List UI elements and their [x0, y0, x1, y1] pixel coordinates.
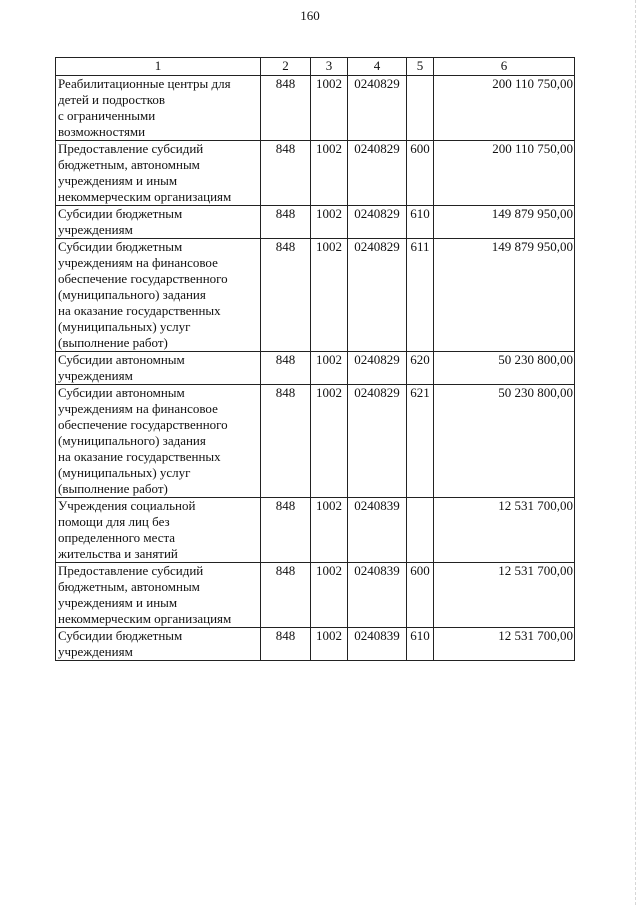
row-name-line: с ограниченными: [58, 108, 156, 123]
amount-cell: 12 531 700,00: [434, 498, 575, 563]
amount-cell: 12 531 700,00: [434, 628, 575, 661]
expense-type-cell: [407, 498, 434, 563]
target-article-cell: 0240829: [348, 206, 407, 239]
row-name-line: (муниципальных) услуг: [58, 465, 191, 480]
section-code-cell: 1002: [311, 385, 348, 498]
row-name-line: некоммерческим организациям: [58, 611, 232, 626]
expense-type-cell: 600: [407, 563, 434, 628]
admin-code-cell: 848: [261, 628, 311, 661]
row-name-line: Субсидии бюджетным: [58, 239, 183, 254]
row-name-cell: [56, 206, 261, 239]
row-name-line: некоммерческим организациям: [58, 189, 232, 204]
amount-cell: 200 110 750,00: [434, 141, 575, 206]
page-number: 160: [300, 8, 320, 23]
table-row: [56, 352, 575, 385]
header-cell-2: 2: [261, 58, 311, 76]
table-row: [56, 628, 575, 661]
row-name-cell: [56, 239, 261, 352]
target-article-cell: 0240829: [348, 385, 407, 498]
table-row: [56, 385, 575, 498]
row-name-line: детей и подростков: [58, 92, 166, 107]
amount-cell: 200 110 750,00: [434, 76, 575, 141]
row-name-line: (муниципальных) услуг: [58, 319, 191, 334]
target-article-cell: 0240839: [348, 563, 407, 628]
expense-type-cell: 621: [407, 385, 434, 498]
row-name-line: жительства и занятий: [58, 546, 178, 561]
row-name-line: Предоставление субсидий: [58, 563, 204, 578]
target-article-cell: 0240829: [348, 352, 407, 385]
table-row: [56, 141, 575, 206]
row-name-line: Предоставление субсидий: [58, 141, 204, 156]
admin-code-cell: 848: [261, 385, 311, 498]
row-name-cell: [56, 498, 261, 563]
admin-code-cell: 848: [261, 498, 311, 563]
row-name-line: помощи для лиц без: [58, 514, 170, 529]
target-article-cell: 0240839: [348, 628, 407, 661]
row-name-line: бюджетным, автономным: [58, 579, 200, 594]
table-row: [56, 206, 575, 239]
row-name-cell: [56, 352, 261, 385]
row-name-line: на оказание государственных: [58, 303, 221, 318]
target-article-cell: 0240829: [348, 141, 407, 206]
header-cell-4: 4: [348, 58, 407, 76]
row-name-line: (муниципального) задания: [58, 287, 206, 302]
admin-code-cell: 848: [261, 563, 311, 628]
row-name-line: определенного места: [58, 530, 176, 545]
header-cell-6: 6: [434, 58, 575, 76]
table-row: [56, 498, 575, 563]
row-name-line: Субсидии бюджетным: [58, 206, 183, 221]
expense-type-cell: 610: [407, 206, 434, 239]
amount-cell: 50 230 800,00: [434, 352, 575, 385]
header-row: [56, 58, 575, 76]
row-name-cell: [56, 385, 261, 498]
row-name-line: Реабилитационные центры для: [58, 76, 231, 91]
row-name-line: обеспечение государственного: [58, 271, 228, 286]
row-name-line: учреждениям: [58, 222, 133, 237]
row-name-line: учреждениям на финансовое: [58, 255, 218, 270]
table-header: [56, 58, 575, 76]
target-article-cell: 0240839: [348, 498, 407, 563]
expense-type-cell: 600: [407, 141, 434, 206]
row-name-line: бюджетным, автономным: [58, 157, 200, 172]
row-name-line: учреждениям и иным: [58, 595, 178, 610]
amount-cell: 50 230 800,00: [434, 385, 575, 498]
header-cell-3: 3: [311, 58, 348, 76]
page-edge-line: [634, 0, 636, 905]
target-article-cell: 0240829: [348, 76, 407, 141]
section-code-cell: 1002: [311, 141, 348, 206]
section-code-cell: 1002: [311, 563, 348, 628]
section-code-cell: 1002: [311, 206, 348, 239]
section-code-cell: 1002: [311, 352, 348, 385]
expense-type-cell: 620: [407, 352, 434, 385]
row-name-cell: [56, 141, 261, 206]
amount-cell: 149 879 950,00: [434, 239, 575, 352]
section-code-cell: 1002: [311, 498, 348, 563]
admin-code-cell: 848: [261, 141, 311, 206]
row-name-line: учреждениям: [58, 644, 133, 659]
row-name-line: возможностями: [58, 124, 146, 139]
row-name-cell: [56, 563, 261, 628]
row-name-line: Субсидии автономным: [58, 385, 185, 400]
row-name-cell: [56, 76, 261, 141]
expense-type-cell: 610: [407, 628, 434, 661]
row-name-line: Субсидии бюджетным: [58, 628, 183, 643]
row-name-line: на оказание государственных: [58, 449, 221, 464]
table-row: [56, 239, 575, 352]
section-code-cell: 1002: [311, 76, 348, 141]
table-body: [56, 76, 575, 661]
table-row: [56, 76, 575, 141]
admin-code-cell: 848: [261, 239, 311, 352]
expense-type-cell: [407, 76, 434, 141]
target-article-cell: 0240829: [348, 239, 407, 352]
row-name-line: Учреждения социальной: [58, 498, 196, 513]
amount-cell: 12 531 700,00: [434, 563, 575, 628]
admin-code-cell: 848: [261, 206, 311, 239]
section-code-cell: 1002: [311, 239, 348, 352]
row-name-line: Субсидии автономным: [58, 352, 185, 367]
row-name-line: (выполнение работ): [58, 481, 168, 496]
row-name-line: обеспечение государственного: [58, 417, 228, 432]
admin-code-cell: 848: [261, 352, 311, 385]
row-name-line: (выполнение работ): [58, 335, 168, 350]
amount-cell: 149 879 950,00: [434, 206, 575, 239]
row-name-line: учреждениям на финансовое: [58, 401, 218, 416]
admin-code-cell: 848: [261, 76, 311, 141]
header-cell-1: 1: [56, 58, 261, 76]
section-code-cell: 1002: [311, 628, 348, 661]
budget-table: [55, 57, 575, 661]
row-name-line: учреждениям: [58, 368, 133, 383]
row-name-line: (муниципального) задания: [58, 433, 206, 448]
table-row: [56, 563, 575, 628]
row-name-cell: [56, 628, 261, 661]
row-name-line: учреждениям и иным: [58, 173, 178, 188]
header-cell-5: 5: [407, 58, 434, 76]
expense-type-cell: 611: [407, 239, 434, 352]
